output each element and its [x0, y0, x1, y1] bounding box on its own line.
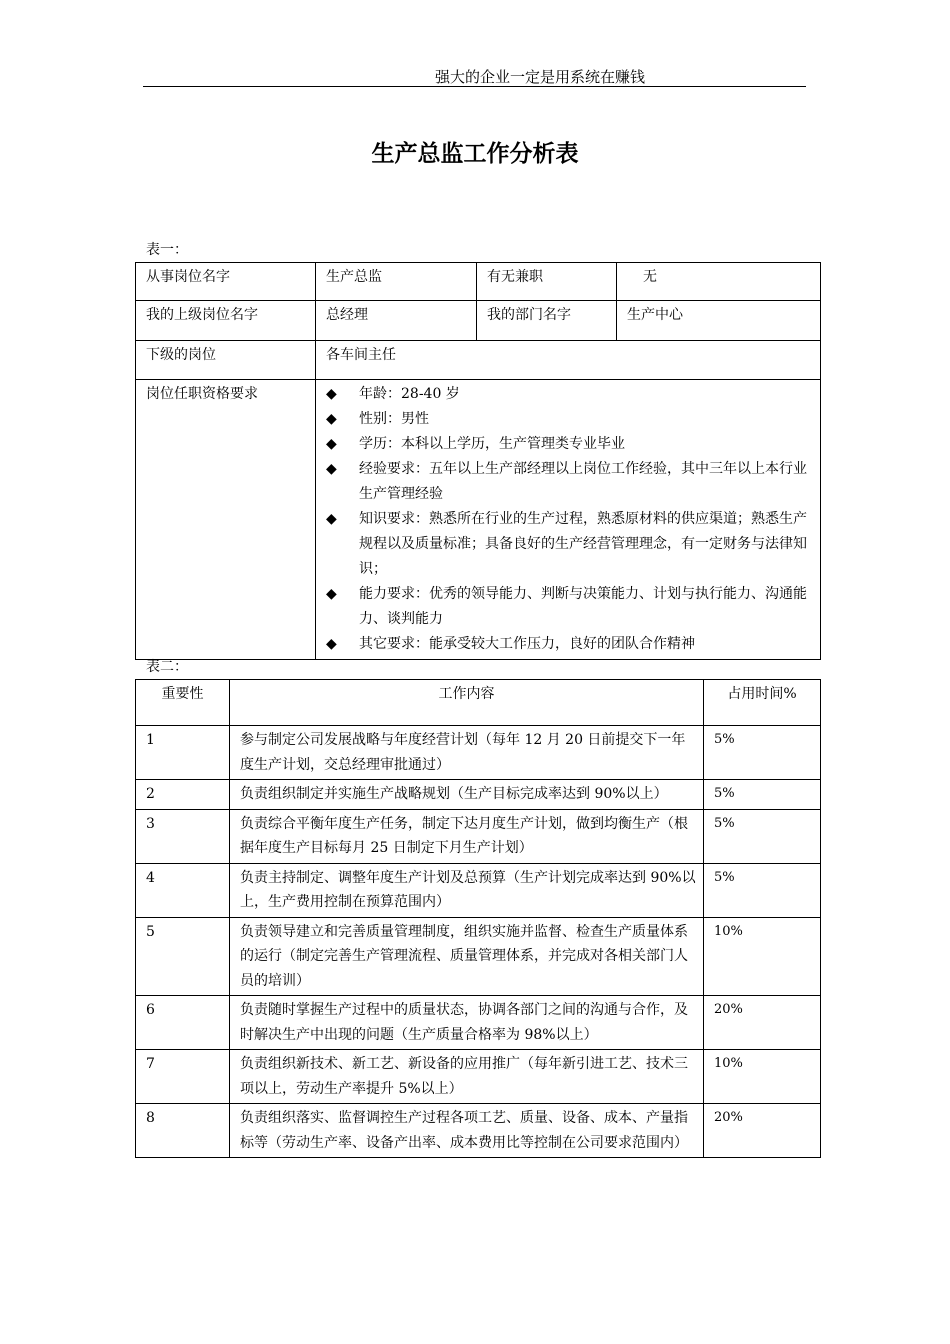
requirement-item: ◆ 年龄：28-40 岁	[326, 382, 812, 407]
diamond-bullet-icon: ◆	[326, 411, 337, 427]
table-row: 5 负责领导建立和完善质量管理制度，组织实施并监督、检查生产质量体系的运行（制定完善生产管理流程、质量管理体系，并完成对各相关部门人员的培训） 10%	[136, 917, 821, 996]
table-row: 1 参与制定公司发展战略与年度经营计划（每年 12 月 20 日前提交下一年度生产计划，交总经理审批通过） 5%	[136, 726, 821, 780]
diamond-bullet-icon: ◆	[326, 386, 337, 402]
requirements-label: 岗位任职资格要求	[136, 380, 316, 660]
header-content: 工作内容	[230, 680, 704, 726]
position-value: 生产总监	[316, 263, 477, 301]
requirement-item: ◆ 经验要求：五年以上生产部经理以上岗位工作经验，其中三年以上本行业生产管理经验	[326, 457, 812, 507]
table-row: 8 负责组织落实、监督调控生产过程各项工艺、质量、设备、成本、产量指标等（劳动生产率、设备产出率、成本费用比等控制在公司要求范围内） 20%	[136, 1104, 821, 1158]
header-divider	[143, 86, 806, 87]
work-content-table	[135, 679, 821, 1158]
position-info-table	[135, 262, 821, 660]
requirement-item: ◆ 知识要求：熟悉所在行业的生产过程，熟悉原材料的供应渠道；熟悉生产规程以及质量标准；具备良好的生产经营管理理念，有一定财务与法律知识；	[326, 507, 812, 582]
department-value: 生产中心	[617, 301, 821, 341]
header-slogan: 强大的企业一定是用系统在赚钱	[434, 68, 645, 86]
department-label: 我的部门名字	[477, 301, 617, 341]
requirements-list	[326, 382, 812, 657]
concurrent-label: 有无兼职	[477, 263, 617, 301]
superior-label: 我的上级岗位名字	[136, 301, 316, 341]
table1-label: 表一：	[146, 242, 188, 258]
diamond-bullet-icon: ◆	[326, 436, 337, 452]
table2-label: 表二：	[146, 659, 188, 675]
position-label: 从事岗位名字	[136, 263, 316, 301]
table-row: 4 负责主持制定、调整年度生产计划及总预算（生产计划完成率达到 90%以上，生产费用控制在预算范围内） 5%	[136, 863, 821, 917]
table-row: 7 负责组织新技术、新工艺、新设备的应用推广（每年新引进工艺、技术三项以上，劳动生产率提升 5%以上） 10%	[136, 1050, 821, 1104]
page-title: 生产总监工作分析表	[371, 141, 579, 167]
subordinate-value: 各车间主任	[316, 341, 821, 380]
requirement-item: ◆ 学历：本科以上学历，生产管理类专业毕业	[326, 432, 812, 457]
requirement-item: ◆ 性别：男性	[326, 407, 812, 432]
subordinate-label: 下级的岗位	[136, 341, 316, 380]
superior-value: 总经理	[316, 301, 477, 341]
table-row: 3 负责综合平衡年度生产任务，制定下达月度生产计划，做到均衡生产（根据年度生产目标每月 25 日制定下月生产计划） 5%	[136, 809, 821, 863]
requirement-item: ◆ 能力要求：优秀的领导能力、判断与决策能力、计划与执行能力、沟通能力、谈判能力	[326, 582, 812, 632]
requirement-item: ◆ 其它要求：能承受较大工作压力，良好的团队合作精神	[326, 632, 812, 657]
diamond-bullet-icon: ◆	[326, 586, 337, 602]
header-time: 占用时间%	[704, 680, 821, 726]
header-importance: 重要性	[136, 680, 230, 726]
diamond-bullet-icon: ◆	[326, 511, 337, 527]
diamond-bullet-icon: ◆	[326, 461, 337, 477]
table-row: 6 负责随时掌握生产过程中的质量状态，协调各部门之间的沟通与合作，及时解决生产中出现的问题（生产质量合格率为 98%以上） 20%	[136, 996, 821, 1050]
table-row: 2 负责组织制定并实施生产战略规划（生产目标完成率达到 90%以上） 5%	[136, 780, 821, 810]
concurrent-value: 无	[617, 263, 821, 301]
diamond-bullet-icon: ◆	[326, 636, 337, 652]
